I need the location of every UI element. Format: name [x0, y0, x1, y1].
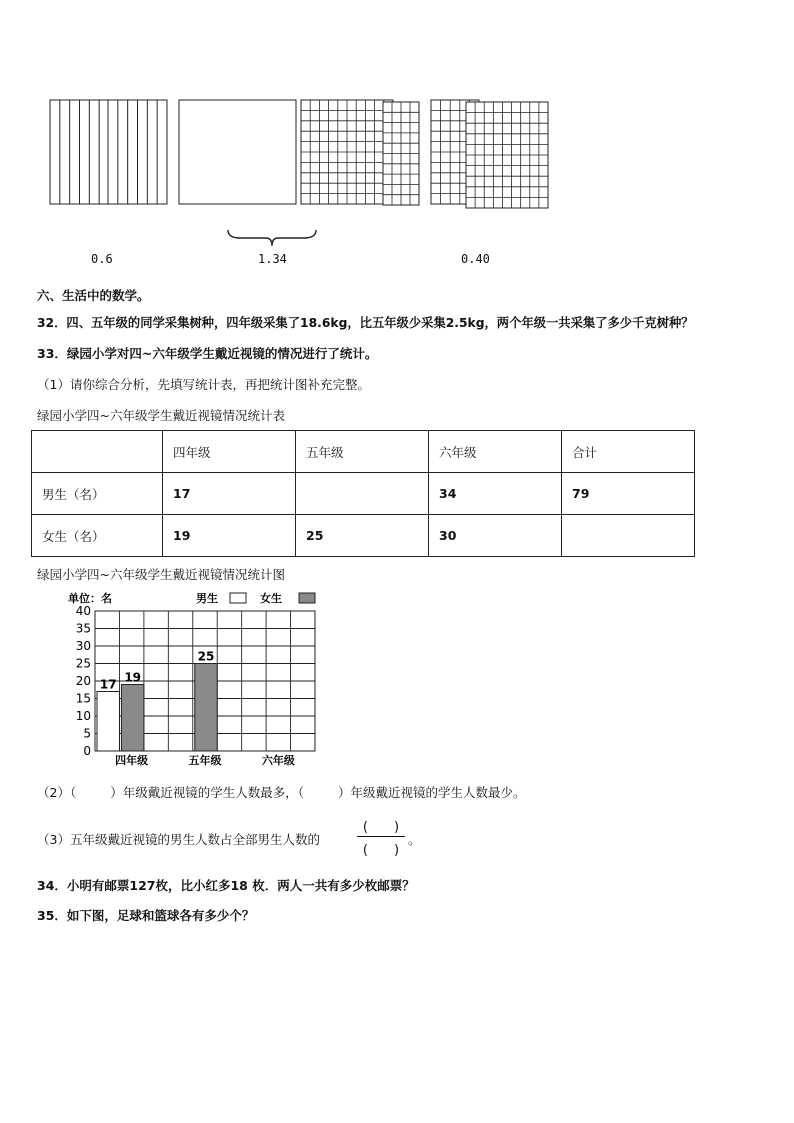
unit-label: 单位：名: [68, 592, 112, 605]
legend-swatch-girls: [299, 593, 315, 603]
bar-girls: [195, 664, 217, 752]
q2-suffix: ）年级戴近视镜的学生人数最少。: [337, 785, 526, 800]
y-tick-label: 35: [75, 621, 91, 636]
x-category-label: 五年级: [188, 754, 222, 767]
question-32: 32．四、五年级的同学采集树种，四年级采集了18.6kg，比五年级少采集2.5kg，两个年级一共采集了多少千克树种？: [37, 316, 694, 330]
grid-figure-1: [301, 100, 419, 205]
strip-panel: [50, 100, 109, 204]
legend-label-girls: 女生: [260, 592, 282, 605]
q2-prefix: （2）（: [37, 785, 77, 800]
table-cell: 79: [562, 473, 695, 515]
y-tick-label: 10: [75, 709, 91, 723]
q3-end: 。: [408, 832, 421, 847]
x-category-label: 六年级: [261, 754, 295, 767]
y-axis-ticks: [76, 604, 91, 758]
bar-value-label: 25: [197, 649, 215, 664]
fraction-numerator: ( ): [362, 820, 400, 835]
table-cell-blank[interactable]: [562, 515, 695, 557]
label-0-6: 0.6: [91, 252, 113, 266]
bar-girls: [121, 685, 143, 752]
y-tick-label: 15: [75, 691, 91, 706]
y-tick-label: 5: [83, 726, 91, 741]
table-header-row: [32, 431, 695, 473]
table-header-cell: 四年级: [163, 431, 296, 473]
bar-value-label: 17: [99, 677, 117, 692]
label-0-40: 0.40: [461, 252, 490, 266]
bar-chart: [30, 586, 330, 771]
question-34: 34．小明有邮票127枚，比小红多18 枚．两人一共有多少枚邮票？: [37, 878, 415, 893]
table-cell-blank[interactable]: [296, 473, 429, 515]
table-header-cell: 六年级: [429, 431, 562, 473]
y-tick-label: 30: [75, 639, 91, 653]
y-tick-label: 25: [75, 656, 91, 671]
label-1-34: 1.34: [258, 252, 287, 266]
decimal-figures: [0, 90, 794, 270]
table-cell: 17: [163, 473, 296, 515]
y-tick-label: 40: [75, 604, 91, 618]
bar-boys: [97, 692, 119, 752]
table-row: [32, 515, 695, 557]
question-33-part-1: （1）请你综合分析，先填写统计表，再把统计图补充完整。: [37, 377, 370, 392]
fraction-bar: [357, 836, 405, 837]
table-header-cell: [32, 431, 163, 473]
statistics-table: [31, 430, 695, 557]
grid-figure-2: [431, 100, 548, 208]
table-title: 绿园小学四~六年级学生戴近视镜情况统计表: [37, 408, 285, 423]
bar-value-label: 19: [124, 670, 142, 685]
question-33: 33．绿园小学对四~六年级学生戴近视镜的情况进行了统计。: [37, 346, 378, 361]
q2-mid: ）年级戴近视镜的学生人数最多，（: [110, 785, 304, 800]
x-axis-categories: [115, 753, 295, 767]
table-cell: 19: [163, 515, 296, 557]
table-cell: 34: [429, 473, 562, 515]
legend-label-boys: 男生: [196, 592, 218, 605]
fraction-denominator: ( ): [362, 843, 400, 858]
legend-swatch-boys: [230, 593, 246, 603]
whole-square-figure: [179, 100, 296, 204]
table-row-label: 男生（名）: [32, 473, 163, 515]
table-row: [32, 473, 695, 515]
question-33-part-3: （3）五年级戴近视镜的男生人数占全部男生人数的: [37, 832, 320, 847]
y-tick-label: 20: [75, 674, 91, 688]
chart-title: 绿园小学四~六年级学生戴近视镜情况统计图: [37, 567, 285, 582]
brace-icon: [228, 230, 316, 246]
table-row-label: 女生（名）: [32, 515, 163, 557]
x-category-label: 四年级: [115, 754, 149, 767]
table-cell: 25: [296, 515, 429, 557]
strip-panel: [108, 100, 167, 204]
strip-figure-0-6: [50, 100, 167, 204]
question-33-part-2: [37, 783, 525, 801]
y-tick-label: 0: [83, 744, 91, 758]
fraction-answer-blank[interactable]: [355, 816, 407, 858]
table-header-cell: 合计: [562, 431, 695, 473]
table-header-cell: 五年级: [296, 431, 429, 473]
table-cell: 30: [429, 515, 562, 557]
question-35: 35．如下图，足球和篮球各有多少个？: [37, 908, 255, 923]
section-six-heading: 六、生活中的数学。: [37, 288, 150, 303]
